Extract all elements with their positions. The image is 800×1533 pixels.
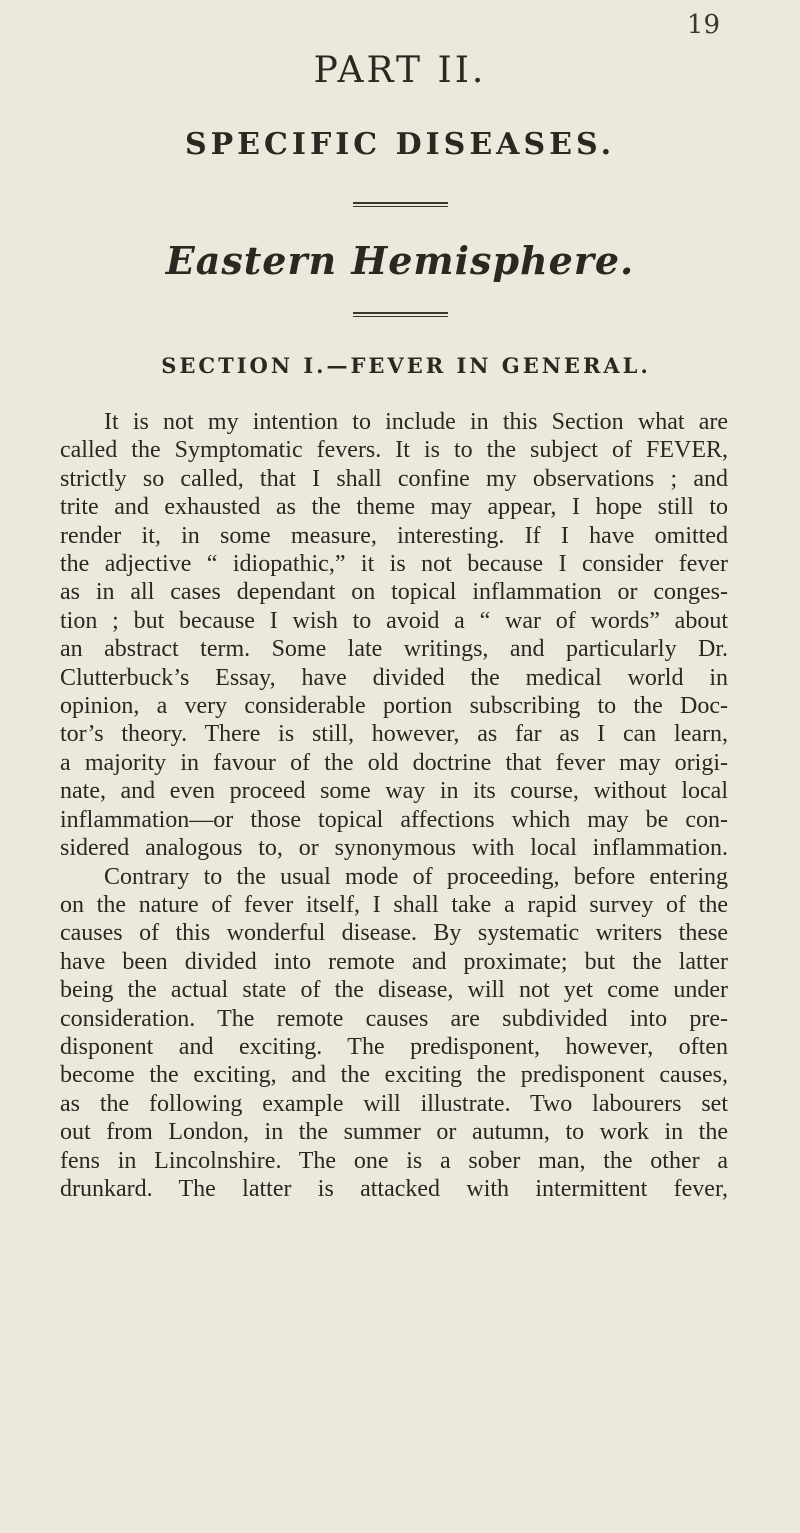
text-line: an abstract term. Some late writings, and particularly Dr. [60, 636, 728, 663]
text-line: opinion, a very considerable portion subscribing to the Doc- [60, 693, 728, 720]
text-line: drunkard. The latter is attacked with intermittent fever, [60, 1175, 728, 1202]
text-line: It is not my intention to include in this Section what are [104, 409, 728, 435]
text-line: causes of this wonderful disease. By systematic writers these [60, 920, 728, 947]
section-heading: SECTION I.—FEVER IN GENERAL. [161, 353, 651, 378]
text-line: tor’s theory. There is still, however, as far as I can learn, [60, 721, 728, 748]
text-line: Contrary to the usual mode of proceeding, before entering [104, 863, 728, 890]
book-title: SPECIFIC DISEASES. [184, 127, 616, 162]
page-number: 19 [686, 10, 720, 40]
text-line: consideration. The remote causes are subdivided into pre- [60, 1005, 728, 1032]
text-line: Clutterbuck’s Essay, have divided the medical world in [60, 664, 728, 691]
text-line: tion ; but because I wish to avoid a “ war of words” about [60, 607, 728, 634]
text-line: as the following example will illustrate. Two labourers set [60, 1090, 728, 1117]
text-line: as in all cases dependant on topical inflammation or conges- [60, 579, 728, 606]
part-title: PART II. [313, 50, 487, 91]
text-line: render it, in some measure, interesting. If I have omitted [60, 522, 728, 549]
divider-rule [353, 202, 448, 204]
text-line: nate, and even proceed some way in its course, without local [60, 778, 728, 805]
body-text [60, 408, 728, 1203]
text-line: inflammation—or those topical affections which may be con- [60, 806, 728, 833]
text-line: strictly so called, that I shall confine my observations ; and [60, 465, 728, 492]
text-line: the adjective “ idiopathic,” it is not because I consider fever [60, 551, 728, 578]
text-line: being the actual state of the disease, will not yet come under [60, 977, 728, 1004]
text-line: on the nature of fever itself, I shall take a rapid survey of the [60, 891, 728, 918]
text-line: called the Symptomatic fevers. It is to the subject of FEVER, [60, 437, 728, 464]
text-line: trite and exhausted as the theme may appear, I hope still to [60, 494, 728, 521]
text-line: sidered analogous to, or synonymous with local inflammation. [60, 835, 728, 862]
hemisphere-heading: Eastern Hemisphere. [165, 238, 635, 283]
text-line: disponent and exciting. The predisponent, however, often [60, 1033, 728, 1060]
text-line: out from London, in the summer or autumn, to work in the [60, 1119, 728, 1146]
text-line: a majority in favour of the old doctrine that fever may origi- [60, 749, 728, 776]
text-line: fens in Lincolnshire. The one is a sober man, the other a [60, 1147, 728, 1174]
divider-rule [353, 312, 448, 314]
text-line: become the exciting, and the exciting the predisponent causes, [60, 1062, 728, 1089]
text-line: have been divided into remote and proximate; but the latter [60, 948, 728, 975]
